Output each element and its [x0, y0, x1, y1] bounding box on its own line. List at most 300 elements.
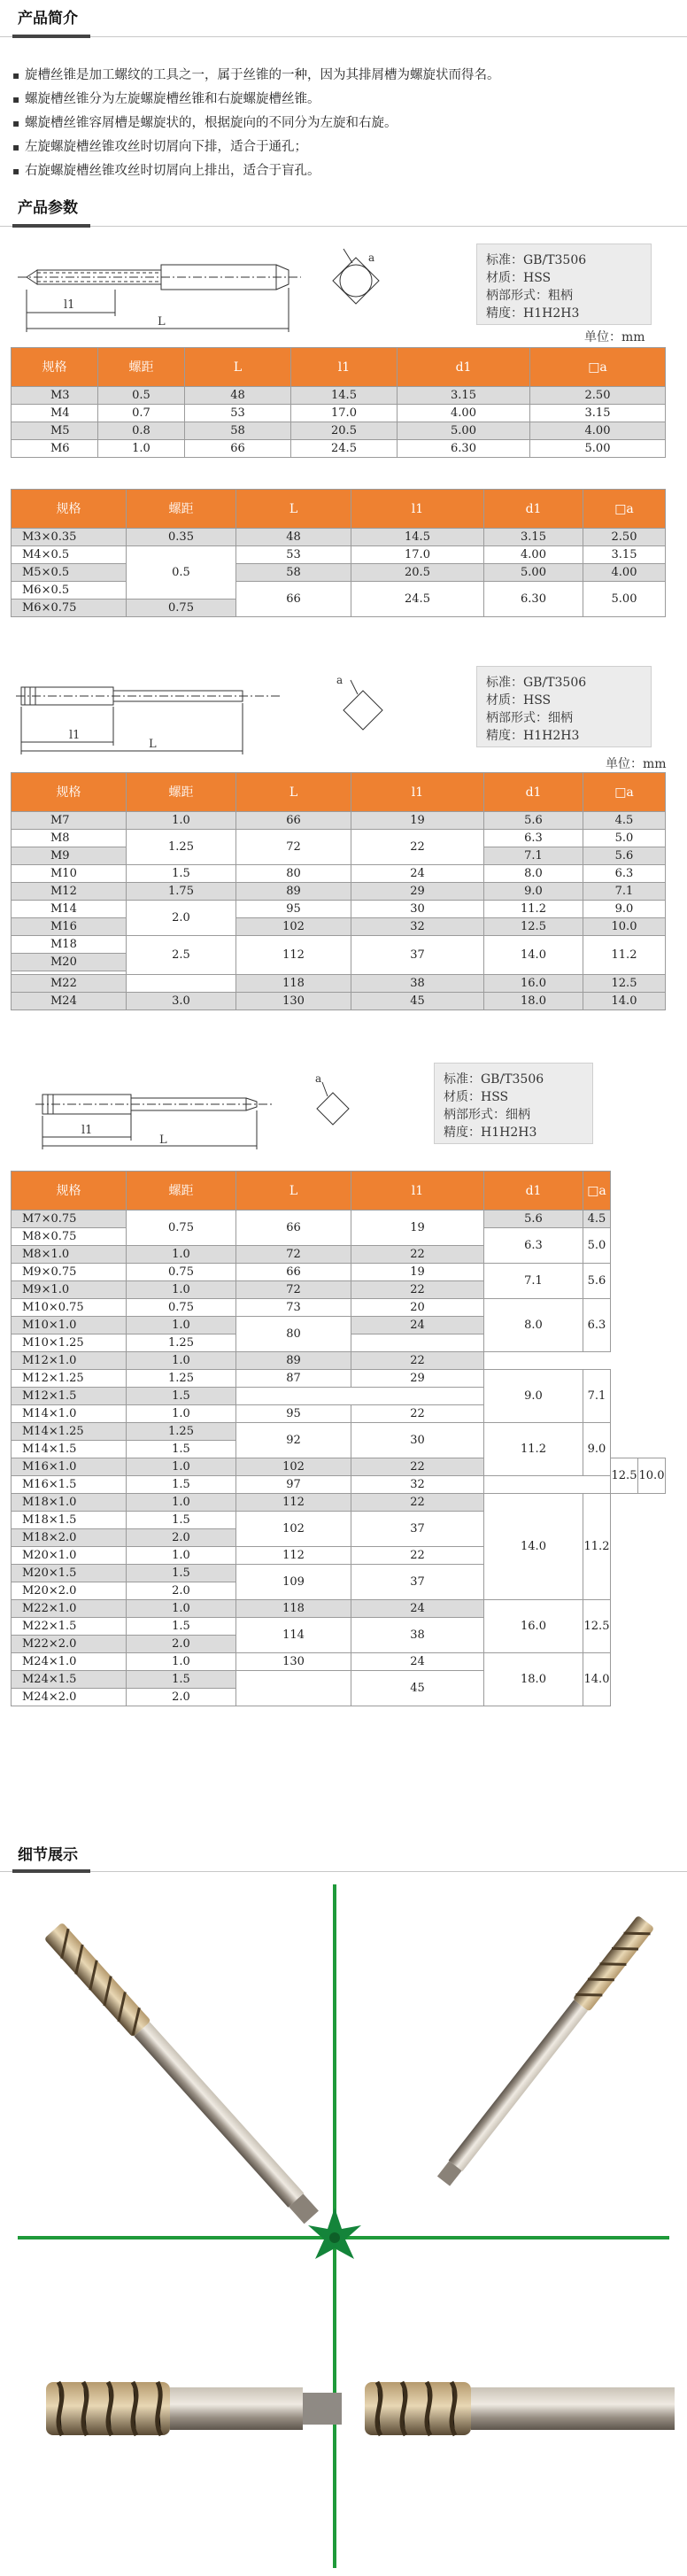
cell: 12.5 [583, 1600, 611, 1653]
cell: 2.0 [127, 1689, 236, 1706]
col-header: d1 [484, 1172, 583, 1211]
cell: 12.5 [583, 975, 666, 993]
cell: 66 [236, 1264, 351, 1281]
cell: 112 [236, 1494, 351, 1512]
cell: M12 [12, 883, 127, 901]
cell: 1.25 [127, 1370, 236, 1388]
cell: M12×1.5 [12, 1388, 127, 1405]
a-label: a [336, 674, 344, 686]
cell: 32 [351, 918, 484, 936]
cell: 114 [236, 1618, 351, 1653]
cell: 118 [236, 975, 351, 993]
cell: 130 [236, 1653, 351, 1671]
cell: 5.6 [484, 1211, 583, 1228]
cell: M20×1.0 [12, 1547, 127, 1565]
cell: 48 [185, 387, 291, 405]
cell: 0.5 [98, 387, 185, 405]
cell: 2.0 [127, 1582, 236, 1600]
table-header-row [12, 348, 666, 387]
cell: 0.8 [98, 422, 185, 440]
cell: 9.0 [484, 883, 583, 901]
intro-section [0, 0, 687, 178]
table-row [12, 1423, 666, 1441]
spec-box-3 [434, 1063, 593, 1144]
cell: 6.3 [583, 865, 666, 883]
cell: 11.2 [583, 1494, 611, 1600]
cell: 0.75 [127, 1299, 236, 1317]
cell: M22 [12, 975, 127, 993]
cell: 22 [351, 1246, 484, 1264]
tap-drawing-fine-thread [35, 1063, 425, 1158]
cell: M8 [12, 830, 127, 847]
cell: M5×0.5 [12, 564, 127, 582]
cell: M18 [12, 936, 127, 954]
section-header [0, 0, 687, 37]
spec-material: 材质：HSS [444, 1090, 509, 1104]
tap-photo-top-left [44, 1922, 321, 2226]
cell: M6 [12, 440, 98, 458]
cell: M16×1.0 [12, 1458, 127, 1476]
table-row [12, 812, 666, 830]
cell: 22 [351, 1281, 484, 1299]
spec-precision: 精度：H1H2H3 [444, 1126, 537, 1140]
table-row [12, 1352, 666, 1370]
cell: 22 [351, 1352, 484, 1370]
intro-item: ▪ 右旋螺旋槽丝锥攻丝时切屑向上排出，适合于盲孔。 [12, 159, 500, 183]
cell: M5 [12, 422, 98, 440]
col-header: □a [583, 773, 666, 812]
cell: 38 [351, 1618, 484, 1653]
col-header: d1 [398, 348, 530, 387]
spec-precision: 精度：H1H2H3 [486, 306, 580, 321]
cell: 2.0 [127, 901, 236, 936]
cell: M3 [12, 387, 98, 405]
cell: 30 [351, 1423, 484, 1458]
col-header: l1 [351, 1172, 484, 1211]
cell: M12×1.0 [12, 1352, 127, 1370]
cell: M24×1.5 [12, 1671, 127, 1689]
table-row [12, 387, 666, 405]
l1-label: l1 [69, 729, 81, 742]
cell: 16.0 [484, 975, 583, 993]
cell: 3.15 [398, 387, 530, 405]
L-label: L [149, 738, 157, 751]
unit-label: 单位：mm [584, 330, 645, 344]
cell [127, 975, 236, 993]
intro-item: ▪ 旋槽丝锥是加工螺纹的工具之一，属于丝锥的一种，因为其排屑槽为螺旋状而得名。 [12, 64, 500, 88]
spec-standard: 标准：GB/T3506 [486, 253, 587, 267]
cell: 22 [351, 1405, 484, 1423]
cell: 102 [236, 1512, 351, 1547]
detail-title: 细节展示 [18, 1846, 78, 1864]
cell: M22×2.0 [12, 1636, 127, 1653]
cell: 112 [236, 936, 351, 975]
spec-precision: 精度：H1H2H3 [486, 729, 580, 743]
cell: 130 [236, 993, 351, 1010]
cell: 1.5 [127, 1388, 236, 1405]
table-header-row [12, 773, 666, 812]
cell: 0.35 [127, 529, 236, 546]
col-header: 规格 [12, 773, 127, 812]
table-row [12, 1264, 666, 1281]
spec-table-2 [11, 489, 666, 617]
cell: M8×1.0 [12, 1246, 127, 1264]
cell: 6.3 [583, 1299, 611, 1352]
table-row [12, 405, 666, 422]
cell: 2.0 [127, 1529, 236, 1547]
cell: M10×1.25 [12, 1334, 127, 1352]
cell: 8.0 [484, 1299, 583, 1352]
cell: 14.0 [484, 1494, 583, 1600]
cell: 24 [351, 1600, 484, 1618]
cell: 0.75 [127, 1264, 236, 1281]
cell: 1.0 [127, 1281, 236, 1299]
cell: M9 [12, 847, 127, 865]
cell: M7×0.75 [12, 1211, 127, 1228]
cell: M4×0.5 [12, 546, 127, 564]
cell: 14.0 [484, 936, 583, 975]
cell: 89 [236, 883, 351, 901]
cell: 11.2 [484, 1423, 583, 1476]
cell: M14 [12, 901, 127, 918]
col-header: L [236, 490, 351, 529]
table-row [12, 546, 666, 564]
cell: 95 [236, 1405, 351, 1423]
tap-photo-top-right [436, 1915, 655, 2188]
cell: 58 [185, 422, 291, 440]
cell: 29 [351, 1370, 484, 1388]
cell: 102 [236, 1458, 351, 1476]
col-header: 螺距 [127, 773, 236, 812]
cell: 29 [351, 883, 484, 901]
cell: 109 [236, 1565, 351, 1600]
cell: 10.0 [583, 918, 666, 936]
cell: M24×1.0 [12, 1653, 127, 1671]
cell: M4 [12, 405, 98, 422]
spec-standard: 标准：GB/T3506 [486, 676, 587, 690]
cell: 7.1 [484, 1264, 583, 1299]
section-header [0, 1840, 687, 1872]
cell: 5.00 [583, 582, 666, 617]
cell: 92 [236, 1423, 351, 1458]
col-header: l1 [351, 490, 484, 529]
table-row [12, 422, 666, 440]
cell: 66 [236, 582, 351, 617]
cell: M6×0.75 [12, 600, 127, 617]
cell: 24 [351, 1653, 484, 1671]
cell: 1.5 [127, 1512, 236, 1529]
cell: 5.6 [484, 812, 583, 830]
cell: 38 [351, 975, 484, 993]
cell: 37 [351, 1565, 484, 1600]
cell: M9×1.0 [12, 1281, 127, 1299]
cell: 97 [236, 1476, 351, 1494]
cell: 4.00 [530, 422, 666, 440]
cell: 80 [236, 1317, 351, 1352]
cell: M16 [12, 918, 127, 936]
section-header [0, 190, 687, 227]
cell: 1.0 [127, 812, 236, 830]
cell: 53 [236, 546, 351, 564]
cell: 9.0 [484, 1370, 583, 1423]
col-header: l1 [291, 348, 398, 387]
cell: 1.5 [127, 1671, 236, 1689]
cell: 18.0 [484, 993, 583, 1010]
params-title: 产品参数 [18, 199, 78, 217]
table-row [12, 993, 666, 1010]
cell: 1.0 [127, 1352, 236, 1370]
spec-box-1 [476, 244, 652, 325]
cell: 53 [185, 405, 291, 422]
a-label: a [315, 1072, 322, 1085]
cell: 89 [236, 1352, 351, 1370]
cell: 1.25 [127, 830, 236, 865]
cell: 12.5 [611, 1458, 638, 1494]
table-header-row [12, 1172, 666, 1211]
spec-box-2 [476, 666, 652, 747]
cell: 24 [351, 865, 484, 883]
spec-table-1 [11, 347, 666, 458]
cell: 37 [351, 936, 484, 975]
cell: M10×1.0 [12, 1317, 127, 1334]
cell: 5.0 [583, 830, 666, 847]
spec-shank: 柄部形式：粗柄 [486, 289, 573, 303]
tap-drawing-thick-shank [18, 244, 390, 341]
spec-shank: 柄部形式：细柄 [444, 1108, 530, 1122]
col-header: 螺距 [127, 490, 236, 529]
table-row [12, 865, 666, 883]
spec-table-3 [11, 772, 666, 1010]
a-label: a [368, 251, 375, 264]
table-row [12, 1476, 666, 1494]
col-header: □a [583, 490, 666, 529]
cell: 9.0 [583, 901, 666, 918]
cell: 87 [236, 1370, 351, 1388]
cell: 9.0 [583, 1423, 611, 1476]
cell: M20×1.5 [12, 1565, 127, 1582]
cell: 112 [236, 1547, 351, 1565]
cell: 1.25 [127, 1423, 236, 1441]
cell: M9×0.75 [12, 1264, 127, 1281]
table-row [12, 1299, 666, 1317]
cell: 0.7 [98, 405, 185, 422]
cell: 0.75 [127, 1211, 236, 1246]
cell: 1.75 [127, 883, 236, 901]
table-row [12, 936, 666, 954]
col-header: L [236, 1172, 351, 1211]
cell: 1.5 [127, 1441, 236, 1458]
cell: M16×1.5 [12, 1476, 127, 1494]
cell: 20 [351, 1299, 484, 1317]
col-header: L [185, 348, 291, 387]
cell: 1.0 [127, 1653, 236, 1671]
spec-standard: 标准：GB/T3506 [444, 1072, 544, 1087]
col-header: l1 [351, 773, 484, 812]
spec-material: 材质：HSS [486, 693, 552, 708]
cell: M14×1.0 [12, 1405, 127, 1423]
cell: 30 [351, 901, 484, 918]
table-row [12, 975, 666, 993]
cell: 73 [236, 1299, 351, 1317]
col-header: □a [583, 1172, 611, 1211]
cell: 66 [236, 812, 351, 830]
cell: 3.15 [583, 546, 666, 564]
tap-photo-bottom-right [365, 2382, 675, 2435]
col-header: 规格 [12, 1172, 127, 1211]
cell: 37 [351, 1512, 484, 1547]
detail-section [0, 1840, 687, 1872]
cell: 10.0 [638, 1458, 666, 1494]
cell: 66 [236, 1211, 351, 1246]
col-header: □a [530, 348, 666, 387]
cell: 6.3 [484, 830, 583, 847]
cell: 7.1 [583, 1370, 611, 1423]
tap-drawing-thin-shank [16, 666, 405, 762]
cell: 5.00 [484, 564, 583, 582]
cell: 72 [236, 1246, 351, 1264]
cell: M3×0.35 [12, 529, 127, 546]
cell: 4.5 [583, 812, 666, 830]
cell: 22 [351, 1494, 484, 1512]
cell: 58 [236, 564, 351, 582]
L-label: L [159, 1133, 167, 1147]
table-row [12, 918, 666, 936]
cell: 14.5 [351, 529, 484, 546]
cell: M6×0.5 [12, 582, 127, 600]
cell: M8×0.75 [12, 1228, 127, 1246]
table-row [12, 1494, 666, 1512]
cell: 1.0 [127, 1405, 236, 1423]
cell: 118 [236, 1600, 351, 1618]
table-row [12, 1211, 666, 1228]
cell: 16.0 [484, 1600, 583, 1653]
cell: M18×2.0 [12, 1529, 127, 1547]
cell: 7.1 [583, 883, 666, 901]
spec-shank: 柄部形式：细柄 [486, 711, 573, 725]
cell: M7 [12, 812, 127, 830]
cell: 17.0 [351, 546, 484, 564]
cell: 11.2 [583, 936, 666, 975]
cell: 66 [185, 440, 291, 458]
cell: 0.75 [127, 600, 236, 617]
cell: 45 [351, 993, 484, 1010]
cell: 4.00 [398, 405, 530, 422]
cell: 3.0 [127, 993, 236, 1010]
cell: 6.30 [398, 440, 530, 458]
table-row [12, 1653, 666, 1671]
cell: M20×2.0 [12, 1582, 127, 1600]
unit-label: 单位：mm [606, 757, 667, 771]
cell: M10 [12, 865, 127, 883]
cell: 5.0 [583, 1228, 611, 1264]
cell: 19 [351, 812, 484, 830]
product-detail-photos [0, 1877, 687, 2576]
col-header: d1 [484, 490, 583, 529]
cell: 102 [236, 918, 351, 936]
table-row [12, 440, 666, 458]
cell: 1.5 [127, 1476, 236, 1494]
cell: M22×1.5 [12, 1618, 127, 1636]
cell: 6.3 [484, 1228, 583, 1264]
table-row [12, 1370, 666, 1388]
table-header-row [12, 490, 666, 529]
cell: 3.15 [530, 405, 666, 422]
cell: 95 [236, 901, 351, 918]
cell: 5.6 [583, 847, 666, 865]
cell: M14×1.25 [12, 1423, 127, 1441]
cell: 24 [351, 1317, 484, 1334]
intro-item: ▪ 螺旋槽丝锥容屑槽是螺旋状的，根据旋向的不同分为左旋和右旋。 [12, 112, 500, 135]
cell: 45 [351, 1671, 484, 1706]
cell: 1.0 [127, 1600, 236, 1618]
cell: 1.25 [127, 1334, 236, 1352]
cell: M12×1.25 [12, 1370, 127, 1388]
cell: 4.5 [583, 1211, 611, 1228]
spec-material: 材质：HSS [486, 271, 552, 285]
table-row [12, 564, 666, 582]
cell: 1.0 [127, 1317, 236, 1334]
col-header: 规格 [12, 348, 98, 387]
l1-label: l1 [64, 298, 75, 312]
col-header: 规格 [12, 490, 127, 529]
cell: 14.0 [583, 1653, 611, 1706]
cell: M22×1.0 [12, 1600, 127, 1618]
cell: 32 [351, 1476, 484, 1494]
cell: 1.0 [127, 1494, 236, 1512]
cell: 1.0 [127, 1246, 236, 1264]
cell: M24 [12, 993, 127, 1010]
cell: 17.0 [291, 405, 398, 422]
table-row [12, 883, 666, 901]
cell: 1.5 [127, 1618, 236, 1636]
cell: 1.0 [127, 1458, 236, 1476]
cell: 2.0 [127, 1636, 236, 1653]
cell: 22 [351, 830, 484, 865]
cell: 19 [351, 1264, 484, 1281]
cell: 2.50 [583, 529, 666, 546]
cell: 72 [236, 830, 351, 865]
cell: M24×2.0 [12, 1689, 127, 1706]
cell: 48 [236, 529, 351, 546]
params-section [0, 190, 687, 227]
table-row [12, 901, 666, 918]
col-header: d1 [484, 773, 583, 812]
cell: 5.00 [398, 422, 530, 440]
tap-photo-bottom-left [46, 2382, 342, 2435]
intro-title: 产品简介 [18, 10, 78, 27]
L-label: L [158, 315, 166, 329]
cell: 20.5 [291, 422, 398, 440]
cell: 72 [236, 1281, 351, 1299]
cell: 24.5 [351, 582, 484, 617]
table-row [12, 582, 666, 600]
intro-list [12, 64, 500, 183]
cell: 1.0 [127, 1547, 236, 1565]
table-row [12, 529, 666, 546]
table-row [12, 1600, 666, 1618]
cell: 11.2 [484, 901, 583, 918]
cell: 0.5 [127, 546, 236, 600]
cell: 4.00 [484, 546, 583, 564]
cell: 22 [351, 1458, 484, 1476]
cell: M18×1.5 [12, 1512, 127, 1529]
cell: 5.6 [583, 1264, 611, 1299]
cell: M18×1.0 [12, 1494, 127, 1512]
intro-item: ▪ 左旋螺旋槽丝锥攻丝时切屑向下排，适合于通孔； [12, 135, 500, 159]
cell: 80 [236, 865, 351, 883]
col-header: 螺距 [98, 348, 185, 387]
table-row [12, 830, 666, 847]
